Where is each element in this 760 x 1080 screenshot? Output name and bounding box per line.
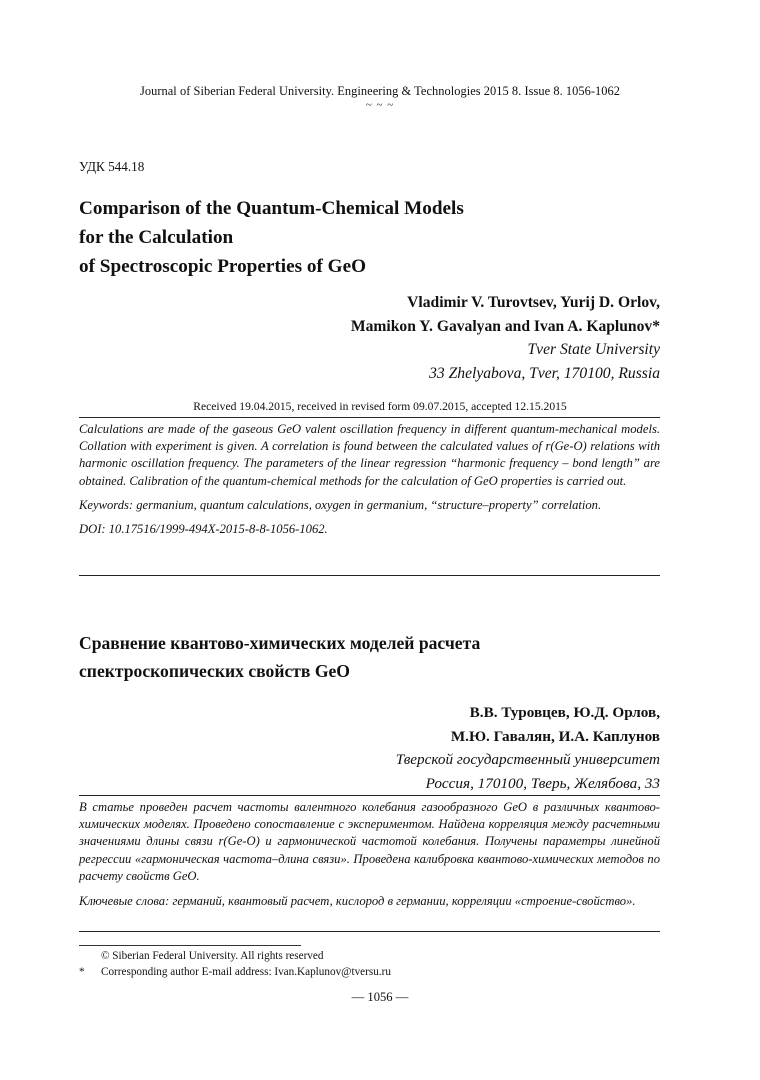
russian-title [79,629,659,685]
footnote-mark: * [79,965,85,978]
russian-address: Россия, 170100, Тверь, Желябова, 33 [425,774,660,792]
russian-keywords: Ключевые слова: германий, квантовый расчет, кислород в германии, корреляции «строение-свойство». [79,894,636,909]
copyright-text: © Siberian Federal University. All rights reserved [101,950,324,962]
russian-abstract-top-rule [79,795,660,796]
english-title-line: of Spectroscopic Properties of GeO [79,256,367,277]
journal-header: Journal of Siberian Federal University. Engineering & Technologies 2015 8. Issue 8. 1056-1062 [139,84,621,98]
abstract-bottom-rule [79,575,660,576]
footnotes [79,949,391,980]
corresponding-email[interactable]: Corresponding author E-mail address: Ivan.Kaplunov@tversu.ru [101,965,391,978]
footnote-rule [79,945,301,946]
english-abstract-block [79,421,660,538]
russian-title-line: спектроскопических свойств GeO [79,661,350,681]
english-authors-line: Mamikon Y. Gavalyan and Ivan A. Kaplunov* [350,317,660,335]
russian-abstract: В статье проведен расчет частоты валентного колебания газообразного GeO в различных квантово-химических моделях. Проведено сопоставление с экспериментом. Найдена корреляция между расчетными значениями длины связи r(Ge-O) и гармонической частотой колебания. Получены параметры линейной регрессии «гармоническая частота–длина связи». Проведена калибровка квантово-химических методов по расчету свойств GeO. [79,800,660,883]
english-address: 33 Zhelyabova, Tver, 170100, Russia [429,364,660,382]
russian-affiliation: Тверской государственный университет [395,751,660,768]
english-title [79,194,639,281]
udk-code: УДК 544.18 [79,159,145,174]
english-abstract: Calculations are made of the gaseous GeO valent oscillation frequency in different quantum-mechanical models. Collation with experiment is given. A correlation is found between the calculated values of r(Ge-O) relations with harmonic oscillation frequency. The parameters of the linear regression “harmonic frequency – bond length” are obtained. Calibration of the quantum-chemical methods for the calculation of GeO properties is carried out. [79,422,660,488]
header-ornament: ~ ~ ~ [365,99,395,111]
english-title-line: for the Calculation [79,227,234,248]
russian-abstract-block [79,799,660,910]
english-doi: DOI: 10.17516/1999-494X-2015-8-8-1056-1062. [79,522,328,537]
english-authors-line: Vladimir V. Turovtsev, Yurij D. Orlov, [407,294,660,311]
copyright-footnote [79,949,391,965]
russian-authors-block [100,701,660,795]
english-affiliation: Tver State University [527,341,660,358]
english-keywords: Keywords: germanium, quantum calculations, oxygen in germanium, “structure–property” correlation. [79,497,602,512]
abstract-top-rule [79,417,660,418]
russian-abstract-bottom-rule [79,931,660,932]
russian-title-line: Сравнение квантово-химических моделей расчета [79,633,481,653]
page-number: — 1056 — [351,990,409,1004]
russian-authors-line: М.Ю. Гавалян, И.А. Каплунов [450,727,660,745]
english-authors-block [100,291,660,385]
corresponding-footnote [79,965,391,981]
english-title-line: Comparison of the Quantum-Chemical Models [79,198,464,219]
russian-authors-line: В.В. Туровцев, Ю.Д. Орлов, [469,704,660,721]
received-dates: Received 19.04.2015, received in revised form 09.07.2015, accepted 12.15.2015 [193,400,567,413]
